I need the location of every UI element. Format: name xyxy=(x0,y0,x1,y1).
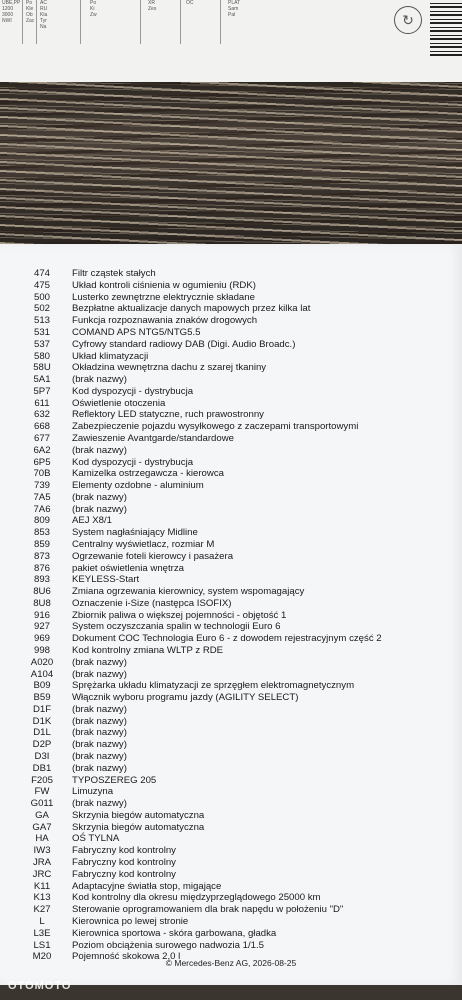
equipment-code: 668 xyxy=(33,421,50,433)
equipment-description: (brak nazwy) xyxy=(72,762,127,774)
equipment-code: 5A1 xyxy=(33,374,51,385)
equipment-code: 7A6 xyxy=(33,503,51,515)
equipment-code: K13 xyxy=(33,892,51,904)
stub-text: NWI xyxy=(2,18,12,24)
equipment-code: 8U6 xyxy=(33,586,51,598)
equipment-code: 873 xyxy=(33,550,50,562)
equipment-code: 927 xyxy=(33,621,50,633)
equipment-code: 893 xyxy=(33,574,50,586)
equipment-description: Pojemność skokowa 2,0 l xyxy=(72,951,181,963)
stub-text: PLAT xyxy=(228,0,241,6)
equipment-code: 500 xyxy=(33,291,50,303)
equipment-code: 513 xyxy=(33,315,50,327)
equipment-description: Poziom obciążenia surowego nadwozia 1/1.5 xyxy=(72,939,264,951)
stub-text: 3000 xyxy=(2,12,14,18)
equipment-code: 475 xyxy=(33,279,50,291)
equipment-code: M20 xyxy=(32,951,52,963)
equipment-description: Kod kontrolny zmiana WLTP z RDE xyxy=(72,645,224,656)
equipment-code: 859 xyxy=(33,538,50,550)
stub-column-1 xyxy=(2,0,20,40)
equipment-description: Centralny wyświetlacz, rozmiar M xyxy=(72,538,215,550)
equipment-code: D2P xyxy=(32,739,52,751)
equipment-description: Adaptacyjne światła stop, migające xyxy=(72,880,222,892)
equipment-description: Oświetlenie otoczenia xyxy=(72,397,166,409)
equipment-description: Układ klimatyzacji xyxy=(72,350,149,362)
stub-text: UBE,PP xyxy=(2,0,21,6)
equipment-description: Filtr cząstek stałych xyxy=(72,268,156,279)
equipment-code: 531 xyxy=(33,326,50,338)
equipment-code: 7A5 xyxy=(33,491,51,503)
equipment-code: GA7 xyxy=(32,821,52,833)
equipment-description: (brak nazwy) xyxy=(72,727,127,739)
equipment-description: Zbiornik paliwa o większej pojemności - objętość 1 xyxy=(72,609,287,621)
equipment-code: A020 xyxy=(30,656,54,668)
equipment-description: (brak nazwy) xyxy=(72,703,127,715)
equipment-code: HA xyxy=(35,833,49,845)
stub-text: OC xyxy=(186,0,194,6)
equipment-description: (brak nazwy) xyxy=(72,739,127,751)
equipment-description: Fabryczny kod kontrolny xyxy=(72,845,176,857)
stub-divider xyxy=(220,0,221,44)
equipment-code: IW3 xyxy=(33,845,51,857)
stub-text: Kle xyxy=(26,6,34,12)
equipment-code: A104 xyxy=(30,668,54,680)
equipment-code: 809 xyxy=(33,515,50,527)
equipment-description: (brak nazwy) xyxy=(72,374,127,385)
equipment-code: K11 xyxy=(33,880,51,892)
stub-text: Ob xyxy=(26,12,33,18)
equipment-description: Okładzina wewnętrzna dachu z szarej tkaniny xyxy=(72,362,267,374)
equipment-description: Kierownica po lewej stronie xyxy=(72,915,189,927)
equipment-description: Kod dyspozycji - dystrybucja xyxy=(72,456,194,468)
equipment-description: (brak nazwy) xyxy=(72,798,127,810)
stub-text: Zw xyxy=(90,12,97,18)
equipment-code: 739 xyxy=(33,480,50,491)
equipment-code: B59 xyxy=(33,692,51,704)
equipment-code: 916 xyxy=(33,609,50,621)
refresh-circle-icon: ↻ xyxy=(394,6,422,34)
equipment-code: D3I xyxy=(34,751,50,762)
stub-text: Tyr xyxy=(40,18,47,24)
stub-text: 1200 xyxy=(2,6,14,12)
equipment-description: COMAND APS NTG5/NTG5.5 xyxy=(72,326,201,338)
equipment-description: Kod dyspozycji - dystrybucja xyxy=(72,385,194,397)
equipment-code: 632 xyxy=(33,409,50,421)
equipment-description: Lusterko zewnętrzne elektrycznie składane xyxy=(72,291,255,303)
stub-divider xyxy=(80,0,81,44)
stub-text: RU xyxy=(40,6,48,12)
equipment-description: Funkcja rozpoznawania znaków drogowych xyxy=(72,315,258,327)
equipment-code: 5P7 xyxy=(33,385,51,397)
equipment-code: F205 xyxy=(31,774,53,786)
stub-column-5 xyxy=(148,0,156,40)
equipment-description: Zabezpieczenie pojazdu wysyłkowego z zaczepami transportowymi xyxy=(72,421,359,433)
barcode-icon xyxy=(430,0,462,56)
equipment-description: Układ kontroli ciśnienia w ogumieniu (RDK) xyxy=(72,279,256,291)
equipment-description: Kod kontrolny dla okresu międzyprzeglądowego 25000 km xyxy=(72,892,321,904)
equipment-code: FW xyxy=(34,786,50,798)
equipment-code: B09 xyxy=(33,680,51,692)
equipment-code: 8U8 xyxy=(33,597,51,609)
equipment-description: Włącznik wyboru programu jazdy (AGILITY SELECT) xyxy=(72,692,299,704)
stub-column-4 xyxy=(90,0,97,40)
stub-divider xyxy=(140,0,141,44)
equipment-description: Ogrzewanie foteli kierowcy i pasażera xyxy=(72,550,234,562)
equipment-code: DB1 xyxy=(32,762,52,774)
equipment-code: L xyxy=(39,915,45,927)
equipment-description: OŚ TYLNA xyxy=(72,833,120,845)
equipment-code: 611 xyxy=(34,397,50,409)
equipment-description: (brak nazwy) xyxy=(72,444,127,456)
equipment-description: (brak nazwy) xyxy=(72,751,127,762)
stub-column-3 xyxy=(40,0,47,40)
copyright-footer: © Mercedes-Benz AG, 2026-08-25 xyxy=(165,958,297,968)
previous-page-fragment xyxy=(0,0,462,82)
stub-text: Ki xyxy=(90,6,95,12)
equipment-description: Bezpłatne aktualizacje danych mapowych przez kilka lat xyxy=(72,303,311,315)
equipment-description: Sterowanie oprogramowaniem dla brak napędu w położeniu "D" xyxy=(72,904,344,916)
equipment-description: System nagłaśniający Midline xyxy=(72,527,198,539)
equipment-description: System oczyszczania spalin w technologii Euro 6 xyxy=(72,621,281,633)
equipment-description: Zawieszenie Avantgarde/standardowe xyxy=(72,432,234,444)
equipment-code: 998 xyxy=(33,645,50,656)
equipment-code: 876 xyxy=(33,562,50,574)
equipment-description: Skrzynia biegów automatyczna xyxy=(72,821,205,833)
equipment-code: G011 xyxy=(30,798,54,810)
equipment-code: 70B xyxy=(33,468,51,480)
equipment-code: 969 xyxy=(33,633,50,645)
equipment-description: Kierownica sportowa - skóra garbowana, gładka xyxy=(72,927,277,939)
equipment-code: L3E xyxy=(33,927,51,939)
equipment-code: 537 xyxy=(33,338,50,350)
watermark-logo: OTOMOTO xyxy=(8,980,72,992)
stub-text: Na xyxy=(40,24,47,30)
equipment-code: 853 xyxy=(33,527,50,539)
stub-column-7 xyxy=(228,0,240,40)
equipment-description: AEJ X8/1 xyxy=(72,515,112,527)
equipment-code: D1F xyxy=(32,703,52,715)
equipment-description: Kamizelka ostrzegawcza - kierowca xyxy=(72,468,224,480)
equipment-code: GA xyxy=(35,809,49,821)
equipment-description: (brak nazwy) xyxy=(72,656,127,668)
equipment-code: 677 xyxy=(33,432,50,444)
equipment-code: 6A2 xyxy=(33,444,51,456)
equipment-description: pakiet oświetlenia wnętrza xyxy=(72,562,184,574)
stub-text: AC xyxy=(40,0,47,6)
equipment-description: (brak nazwy) xyxy=(72,668,127,680)
equipment-code: 580 xyxy=(33,350,50,362)
equipment-description: Cyfrowy standard radiowy DAB (Digi. Audio Broadc.) xyxy=(72,338,296,350)
equipment-code: 58U xyxy=(33,362,51,374)
equipment-code: JRA xyxy=(32,857,52,868)
stub-text: Po xyxy=(26,0,33,6)
equipment-code: K27 xyxy=(33,904,51,916)
equipment-description: (brak nazwy) xyxy=(72,503,127,515)
equipment-description: (brak nazwy) xyxy=(72,715,127,727)
wooden-table-surface xyxy=(0,82,462,244)
equipment-description: Oznaczenie i-Size (następca ISOFIX) xyxy=(72,597,232,609)
equipment-code: JRC xyxy=(32,868,52,880)
equipment-description: TYPOSZEREG 205 xyxy=(72,774,157,786)
equipment-description: Skrzynia biegów automatyczna xyxy=(72,809,205,821)
stub-column-2 xyxy=(26,0,34,40)
stub-text: Po xyxy=(90,0,97,6)
equipment-code: D1L xyxy=(33,727,51,739)
equipment-description: (brak nazwy) xyxy=(72,491,127,503)
equipment-description: Zmiana ogrzewania kierownicy, system wspomagający xyxy=(72,586,305,598)
equipment-description: Elementy ozdobne - aluminium xyxy=(72,480,204,491)
equipment-description: Limuzyna xyxy=(72,786,114,798)
stub-text: Kla xyxy=(40,12,48,18)
equipment-code: LS1 xyxy=(33,939,51,951)
stub-text: Sam xyxy=(228,6,239,12)
stub-text: Zac xyxy=(26,18,35,24)
equipment-description: Fabryczny kod kontrolny xyxy=(72,868,176,880)
stub-text: Pal xyxy=(228,12,236,18)
equipment-description: Reflektory LED statyczne, ruch prawostronny xyxy=(72,409,264,421)
stub-text: Zes xyxy=(148,6,157,12)
equipment-description: Dokument COC Technologia Euro 6 - z dowodem rejestracyjnym część 2 xyxy=(72,633,382,645)
stub-text: XR xyxy=(148,0,155,6)
equipment-description: Fabryczny kod kontrolny xyxy=(72,857,176,868)
stub-divider xyxy=(36,0,37,44)
equipment-code: 474 xyxy=(33,268,50,279)
equipment-description: Sprężarka układu klimatyzacji ze sprzęgłem elektromagnetycznym xyxy=(72,680,355,692)
equipment-description: KEYLESS-Start xyxy=(72,574,140,586)
equipment-code: 6P5 xyxy=(33,456,51,468)
stub-divider xyxy=(22,0,23,44)
equipment-code: D1K xyxy=(32,715,52,727)
stub-divider xyxy=(180,0,181,44)
equipment-code: 502 xyxy=(33,303,50,315)
stub-column-6 xyxy=(186,0,194,40)
